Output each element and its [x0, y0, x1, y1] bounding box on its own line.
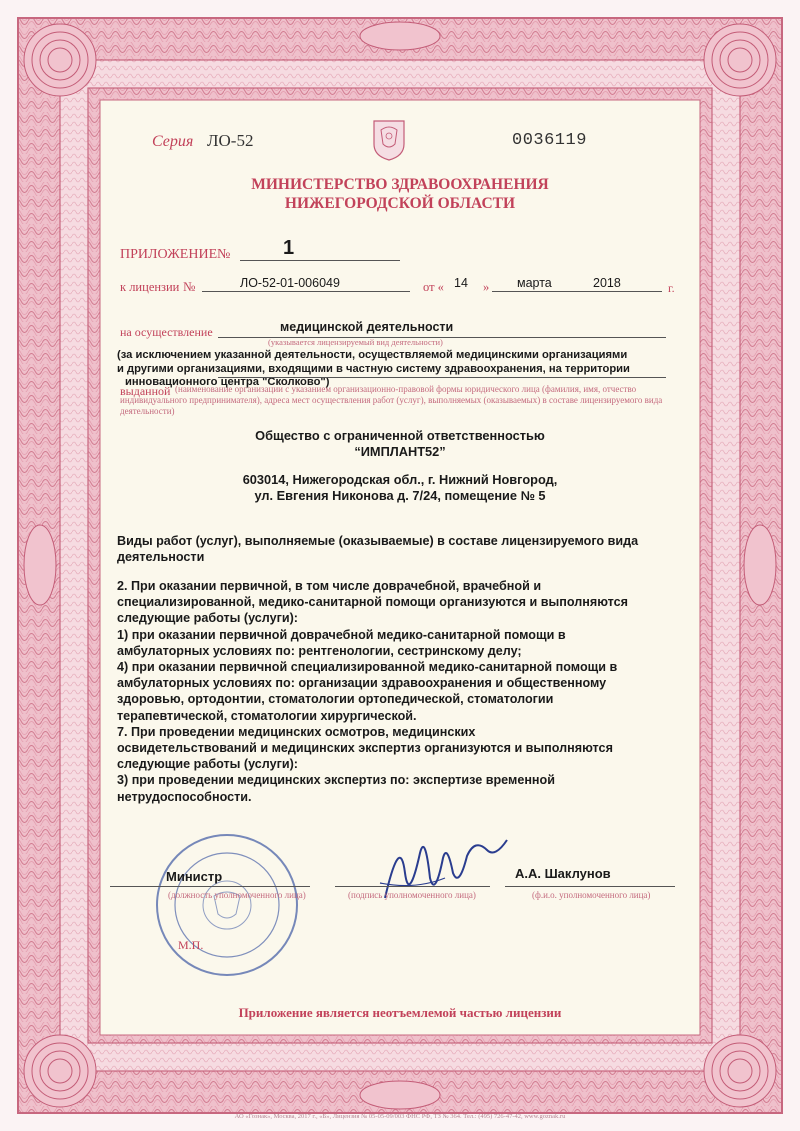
position-line — [110, 886, 310, 887]
works-line: освидетельствований и медицинских экспертиз организуются и выполняются — [117, 741, 613, 756]
license-number-sign: № — [183, 279, 196, 294]
footer-note: Приложение является неотъемлемой частью лицензии — [238, 1005, 562, 1020]
document-number: 0036119 — [512, 131, 587, 150]
ministry-title-line1: МИНИСТЕРСТВО ЗДРАВООХРАНЕНИЯ — [251, 176, 549, 193]
signatory-name: А.А. Шаклунов — [515, 866, 611, 881]
license-number-line — [202, 291, 410, 292]
license-label: к лицензии — [120, 280, 180, 294]
works-list — [117, 578, 697, 805]
appendix-number-line — [240, 260, 400, 261]
name-hint: (ф.и.о. уполномоченного лица) — [532, 890, 651, 900]
name-line — [505, 886, 675, 887]
appendix-number-sign: № — [217, 247, 231, 262]
series-value: ЛО-52 — [207, 131, 254, 150]
activity-hint: (указывается лицензируемый вид деятельности) — [268, 337, 443, 347]
exclusion-line: (за исключением указанной деятельности, осуществляемой медицинскими организациями — [117, 349, 628, 361]
works-line: 7. При проведении медицинских осмотров, медицинских — [117, 724, 476, 739]
organization-name-line1: Общество с ограниченной ответственностью — [255, 428, 545, 443]
license-day-close: » — [483, 280, 490, 294]
organization-address-line1: 603014, Нижегородская обл., г. Нижний Новгород, — [242, 472, 558, 487]
printer-imprint: АО «Гознак», Москва, 2017 г., «Б», Лицензия № 05-05-09/003 ФНС РФ, ТЗ № 364. Тел.: (495) 726-47-42, www.goznak.ru — [234, 1113, 566, 1120]
works-line: специализированной, медико-санитарной помощи организуются и выполняются — [117, 595, 628, 610]
appendix-label: ПРИЛОЖЕНИЕ — [120, 247, 218, 262]
exclusion-line: инновационного центра "Сколково") — [125, 376, 330, 388]
works-line: 3) при проведении медицинских экспертиз по: экспертизе временной — [117, 773, 555, 788]
coat-of-arms-icon — [371, 118, 407, 162]
activity-label: на осуществление — [120, 325, 213, 339]
license-day: 14 — [454, 276, 468, 290]
signature-line — [335, 886, 490, 887]
series-label: Серия — [152, 133, 194, 150]
works-line: нетрудоспособности. — [117, 789, 252, 804]
works-heading-line: Виды работ (услуг), выполняемые (оказываемые) в составе лицензируемого вида — [117, 534, 639, 548]
issued-note: (наименование организации с указанием организационно-правовой формы юридического лица (фамилия, имя, отчество индивидуального предпринимателя), адреса мест осуществления работ (услуг), выполняемых (оказываемых) в составе лицензируемого вида деятельности) — [120, 384, 663, 416]
license-month: марта — [517, 276, 552, 290]
works-heading-line: деятельности — [117, 550, 205, 565]
works-line: следующие работы (услуги): — [117, 611, 298, 626]
activity-value: медицинской деятельности — [280, 320, 454, 334]
appendix-number: 1 — [283, 237, 295, 259]
signature-hint: (подпись уполномоченного лица) — [348, 890, 476, 900]
issued-label: выданной — [120, 384, 171, 398]
license-number: ЛО-52-01-006049 — [240, 276, 340, 290]
works-line: 1) при оказании первичной доврачебной медико-санитарной помощи в — [117, 627, 566, 642]
works-heading — [117, 533, 697, 565]
ministry-title-line2: НИЖЕГОРОДСКОЙ ОБЛАСТИ — [284, 195, 516, 212]
position-hint: (должность уполномоченного лица) — [168, 890, 306, 900]
license-year-suffix: г. — [668, 281, 675, 295]
official-seal-icon — [152, 830, 302, 980]
exclusion-underline — [218, 377, 666, 378]
works-line: здоровью, ортодонтии, стоматологии ортопедической, стоматологии — [117, 692, 554, 707]
exclusion-line: и другими организациями, входящими в частную систему здравоохранения, на территории — [117, 362, 630, 375]
works-line: терапевтической, стоматологии хирургической. — [117, 708, 417, 723]
license-year: 2018 — [593, 276, 621, 290]
stamp-label: М.П. — [178, 938, 204, 952]
organization-address-line2: ул. Евгения Никонова д. 7/24, помещение № 5 — [254, 488, 546, 503]
works-line: амбулаторных условиях по: рентгенологии, сестринскому делу; — [117, 643, 522, 658]
works-line: 4) при оказании первичной специализированной медико-санитарной помощи в — [117, 660, 618, 675]
organization-name-line2: “ИМПЛАНТ52” — [354, 444, 446, 459]
works-line: амбулаторных условиях по: организации здравоохранения и общественному — [117, 676, 607, 691]
works-line: 2. При оказании первичной, в том числе доврачебной, врачебной и — [117, 579, 542, 593]
license-from-label: от « — [423, 280, 444, 294]
license-date-line — [492, 291, 662, 292]
signatory-position: Министр — [166, 869, 223, 884]
works-line: следующие работы (услуги): — [117, 757, 298, 772]
